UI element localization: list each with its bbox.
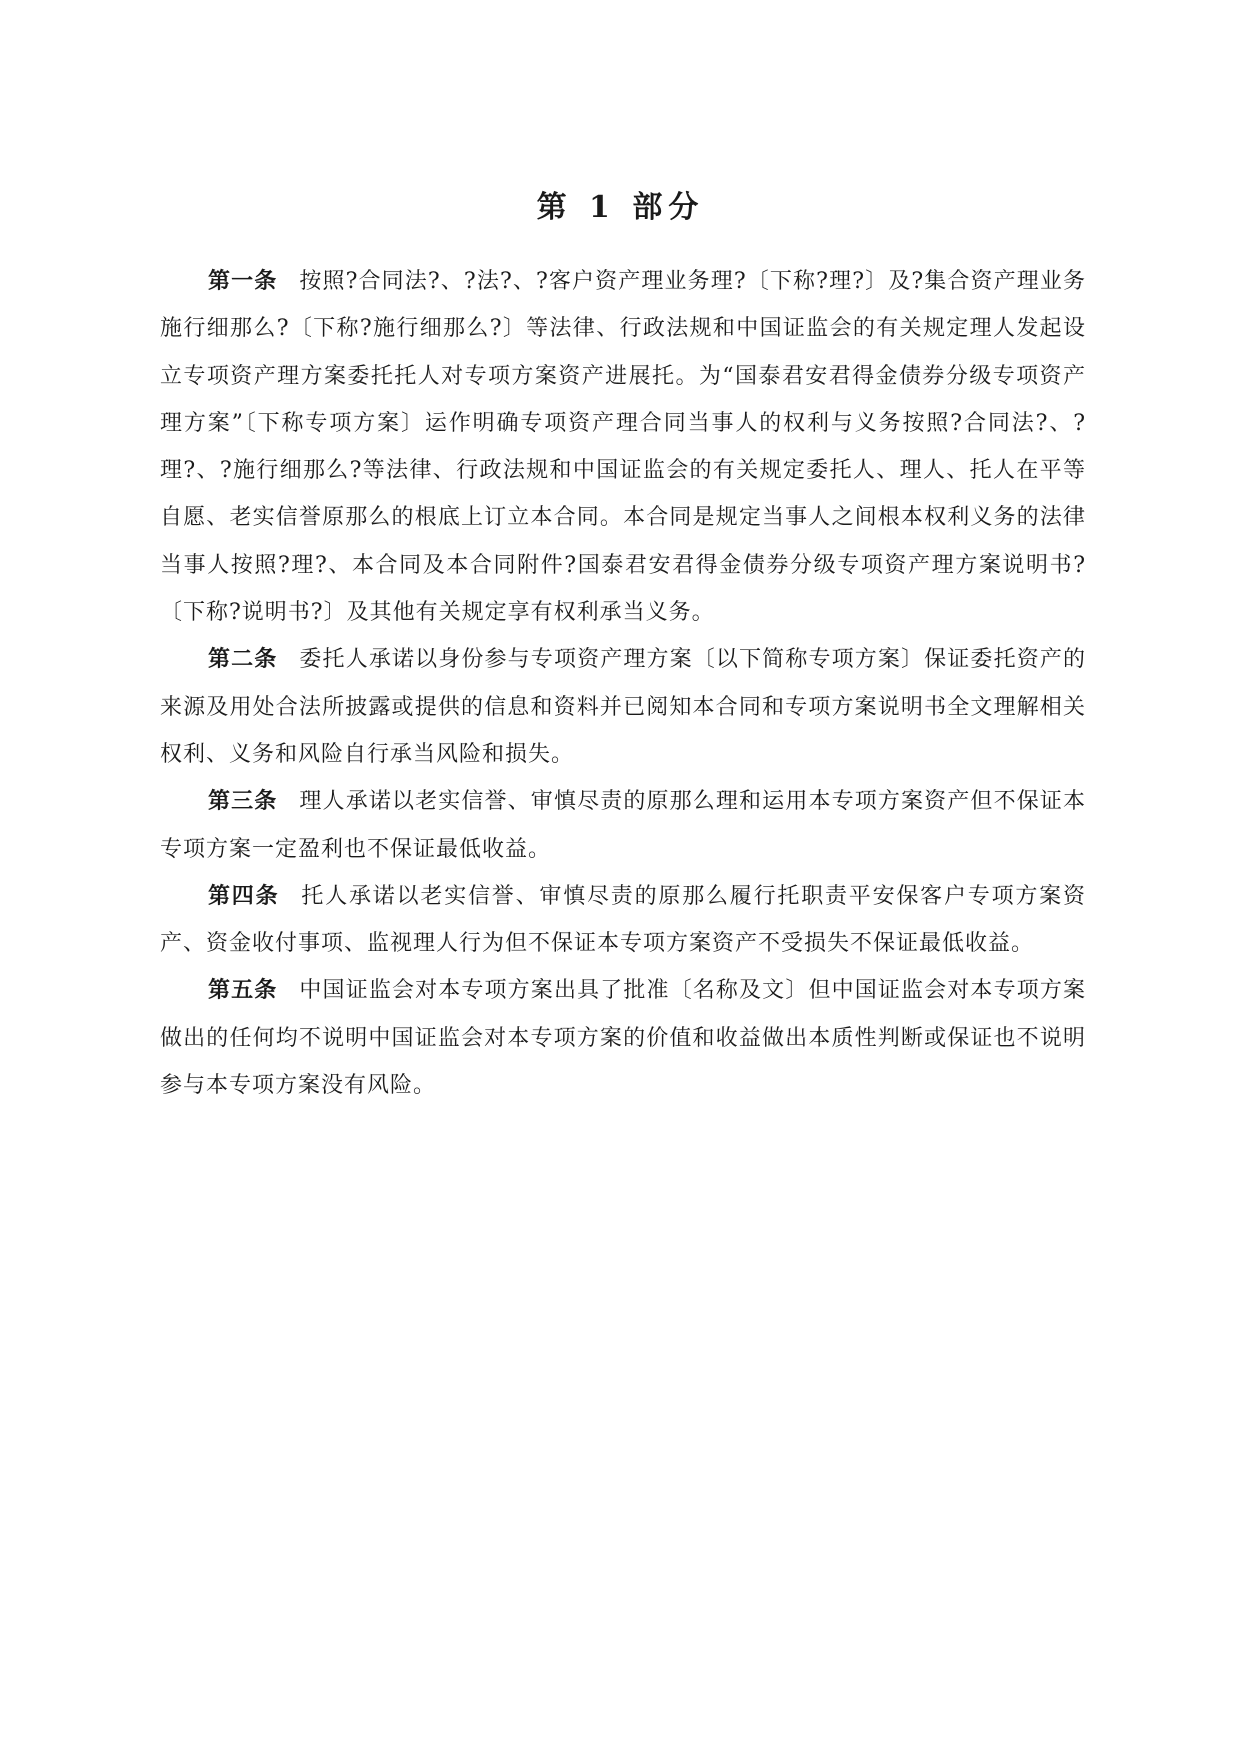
article-3 [160,778,1086,873]
article-1 [160,258,1086,636]
document-body [160,258,1086,1109]
article-text: 按照?合同法?、?法?、?客户资产理业务理?〔下称?理?〕及?集合资产理业务施行细那么?〔下称?施行细那么?〕等法律、行政法规和中国证监会的有关规定理人发起设立专项资产理方案委托托人对专项方案资产进展托。为“国泰君安君得金债券分级专项资产理方案”〔下称专项方案〕运作明确专项资产理合同当事人的权利与义务按照?合同法?、?理?、?施行细那么?等法律、行政法规和中国证监会的有关规定委托人、理人、托人在平等自愿、老实信誉原那么的根底上订立本合同。本合同是规定当事人之间根本权利义务的法律当事人按照?理?、本合同及本合同附件?国泰君安君得金债券分级专项资产理方案说明书?〔下称?说明书?〕及其他有关规定享有权利承当义务。 [160,269,1086,626]
article-2 [160,636,1086,778]
article-4 [160,873,1086,968]
page-title: 第 1 部分 [536,190,705,225]
article-label: 第一条 [208,268,278,294]
article-label: 第二条 [208,646,278,673]
article-text: 委托人承诺以身份参与专项资产理方案〔以下简称专项方案〕保证委托资产的来源及用处合法所披露或提供的信息和资料并已阅知本合同和专项方案说明书全文理解相关权利、义务和风险自行承当风险和损失。 [160,647,1086,767]
article-label: 第三条 [208,788,278,815]
article-5 [160,967,1086,1109]
article-label: 第五条 [208,977,278,1004]
article-text: 托人承诺以老实信誉、审慎尽责的原那么履行托职责平安保客户专项方案资产、资金收付事项、监视理人行为但不保证本专项方案资产不受损失不保证最低收益。 [160,883,1086,957]
article-label: 第四条 [208,882,280,909]
article-text: 理人承诺以老实信誉、审慎尽责的原那么理和运用本专项方案资产但不保证本专项方案一定盈利也不保证最低收益。 [160,789,1086,862]
article-text: 中国证监会对本专项方案出具了批准〔名称及文〕但中国证监会对本专项方案做出的任何均不说明中国证监会对本专项方案的价值和收益做出本质性判断或保证也不说明参与本专项方案没有风险。 [160,978,1086,1099]
